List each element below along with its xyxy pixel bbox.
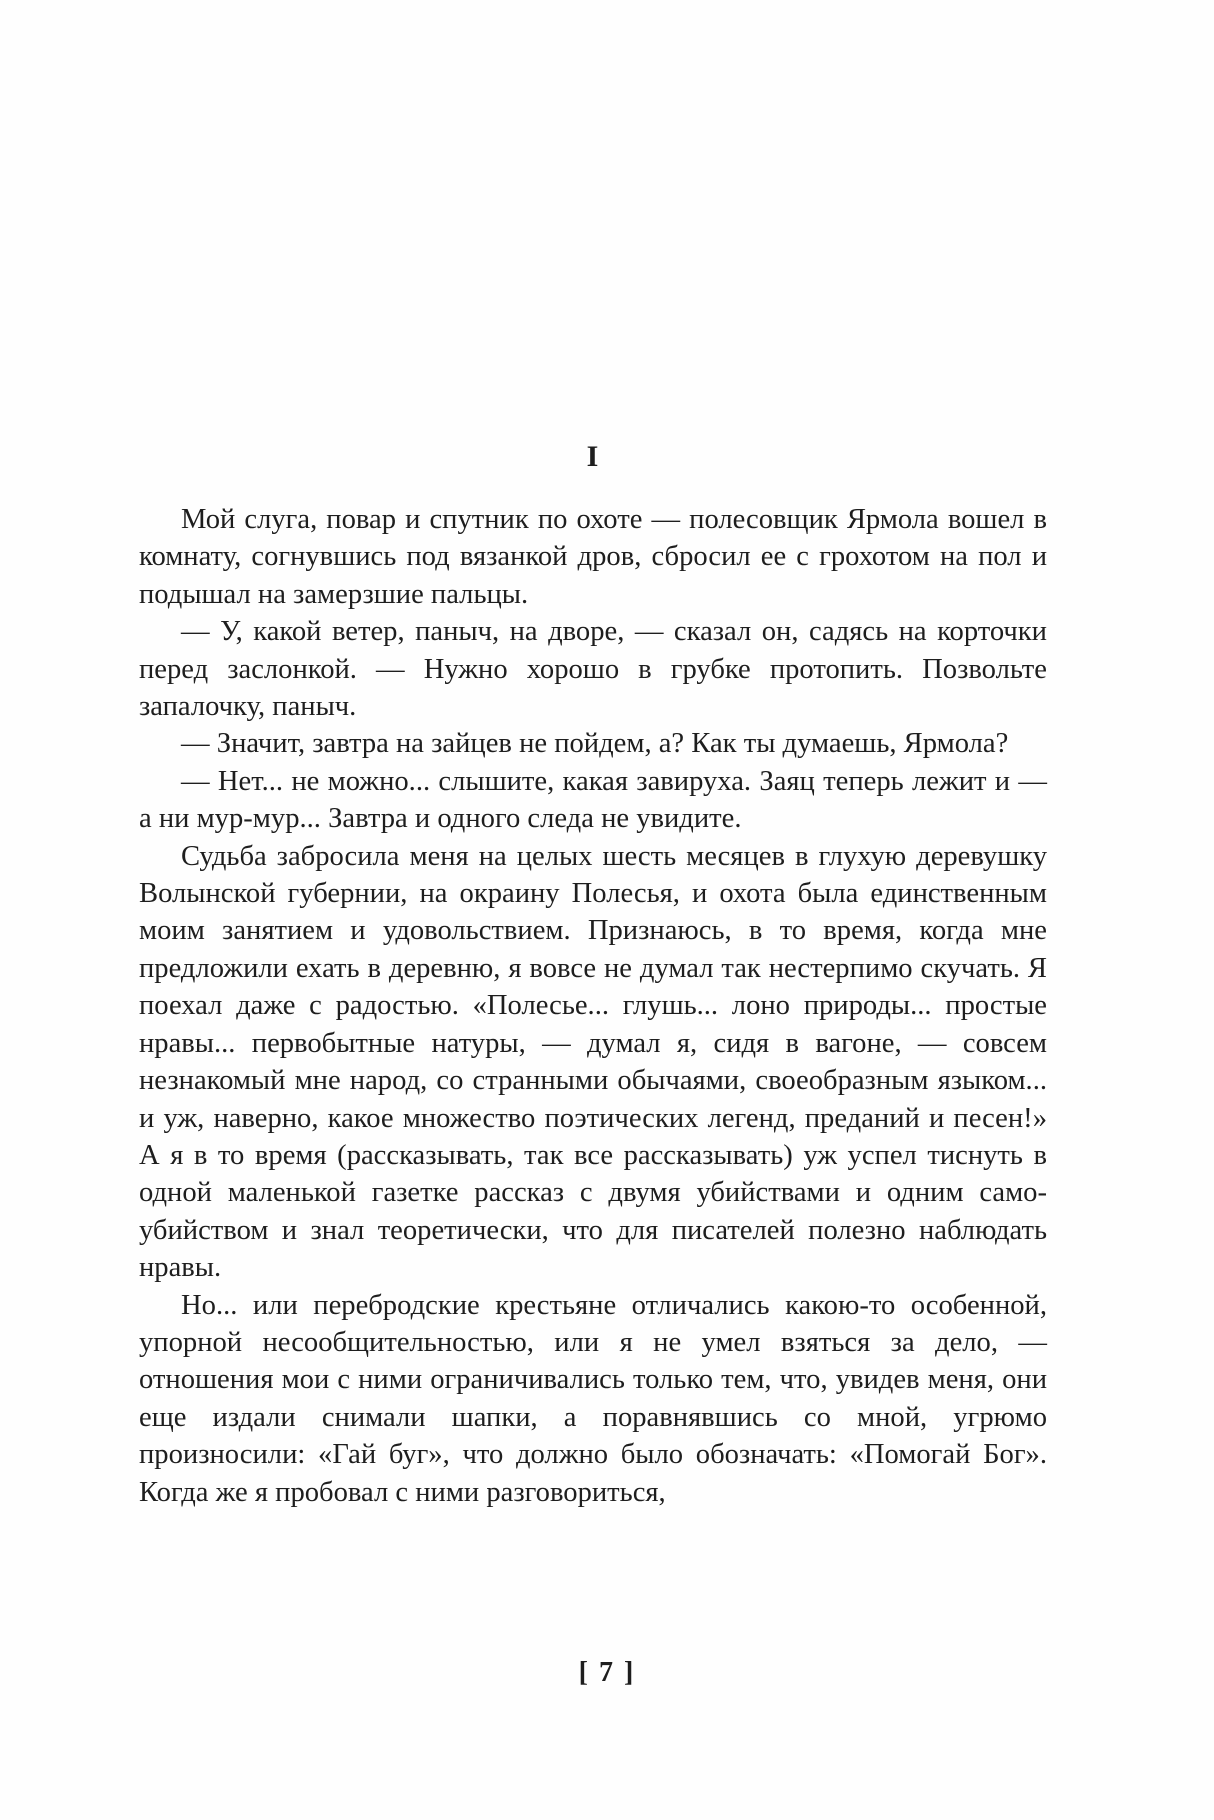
page-body [139, 438, 1047, 1511]
page-number: [ 7 ] [578, 1657, 636, 1688]
paragraph: Но... или перебродские крестьяне отличались какою-то особенной, упорной несообщительностью, или я не умел взяться за дело, — отношения мои с ними ограничивались только тем, что, увидев меня, они еще издали снимали шапки, а поравнявшись со мной, угрюмо произносили: «Гай буг», что должно было обозначать: «Помогай Бог». Когда же я пробовал с ними разговориться, [139, 1289, 1047, 1508]
paragraph: Мой слуга, повар и спутник по охоте — полесовщик Ярмола вошел в комнату, согнувшись под вязанкой дров, сбросил ее с грохотом на пол и подышал на замерзшие пальцы. [139, 504, 1047, 610]
paragraph: Судьба забросила меня на целых шесть месяцев в глухую деревушку Волынской губернии, на окраину Полесья, и охота была единственным моим занятием и удовольствием. Признаюсь, в то время, когда мне предложили ехать в деревню, я вовсе не думал так нестерпимо скучать. Я поехал даже с радостью. «Полесье... глушь... лоно природы... простые нравы... первобытные натуры, — думал я, сидя в вагоне, — совсем незнакомый мне народ, со странными обычаями, своеобразным языком... и уж, наверно, какое множество поэтических легенд, преданий и песен!» А я в то время (рассказывать, так все рассказывать) уж успел тиснуть в одной маленькой газетке рассказ с двумя убийствами и одним самоубийством и знал теоретически, что для писателей полезно наблюдать нравы. [139, 840, 1047, 1284]
paragraph: — Значит, завтра на зайцев не пойдем, а? Как ты думаешь, Ярмола? [181, 728, 1009, 760]
chapter-heading: I [586, 440, 600, 473]
paragraph: — У, какой ветер, паныч, на дворе, — сказал он, садясь на корточки перед заслонкой. — Нужно хорошо в грубке протопить. Позвольте запалочку, паныч. [139, 616, 1047, 723]
paragraph: — Нет... не можно... слышите, какая завируха. Заяц теперь лежит и — а ни мур-мур... Завтра и одного следа не увидите. [139, 765, 1047, 835]
